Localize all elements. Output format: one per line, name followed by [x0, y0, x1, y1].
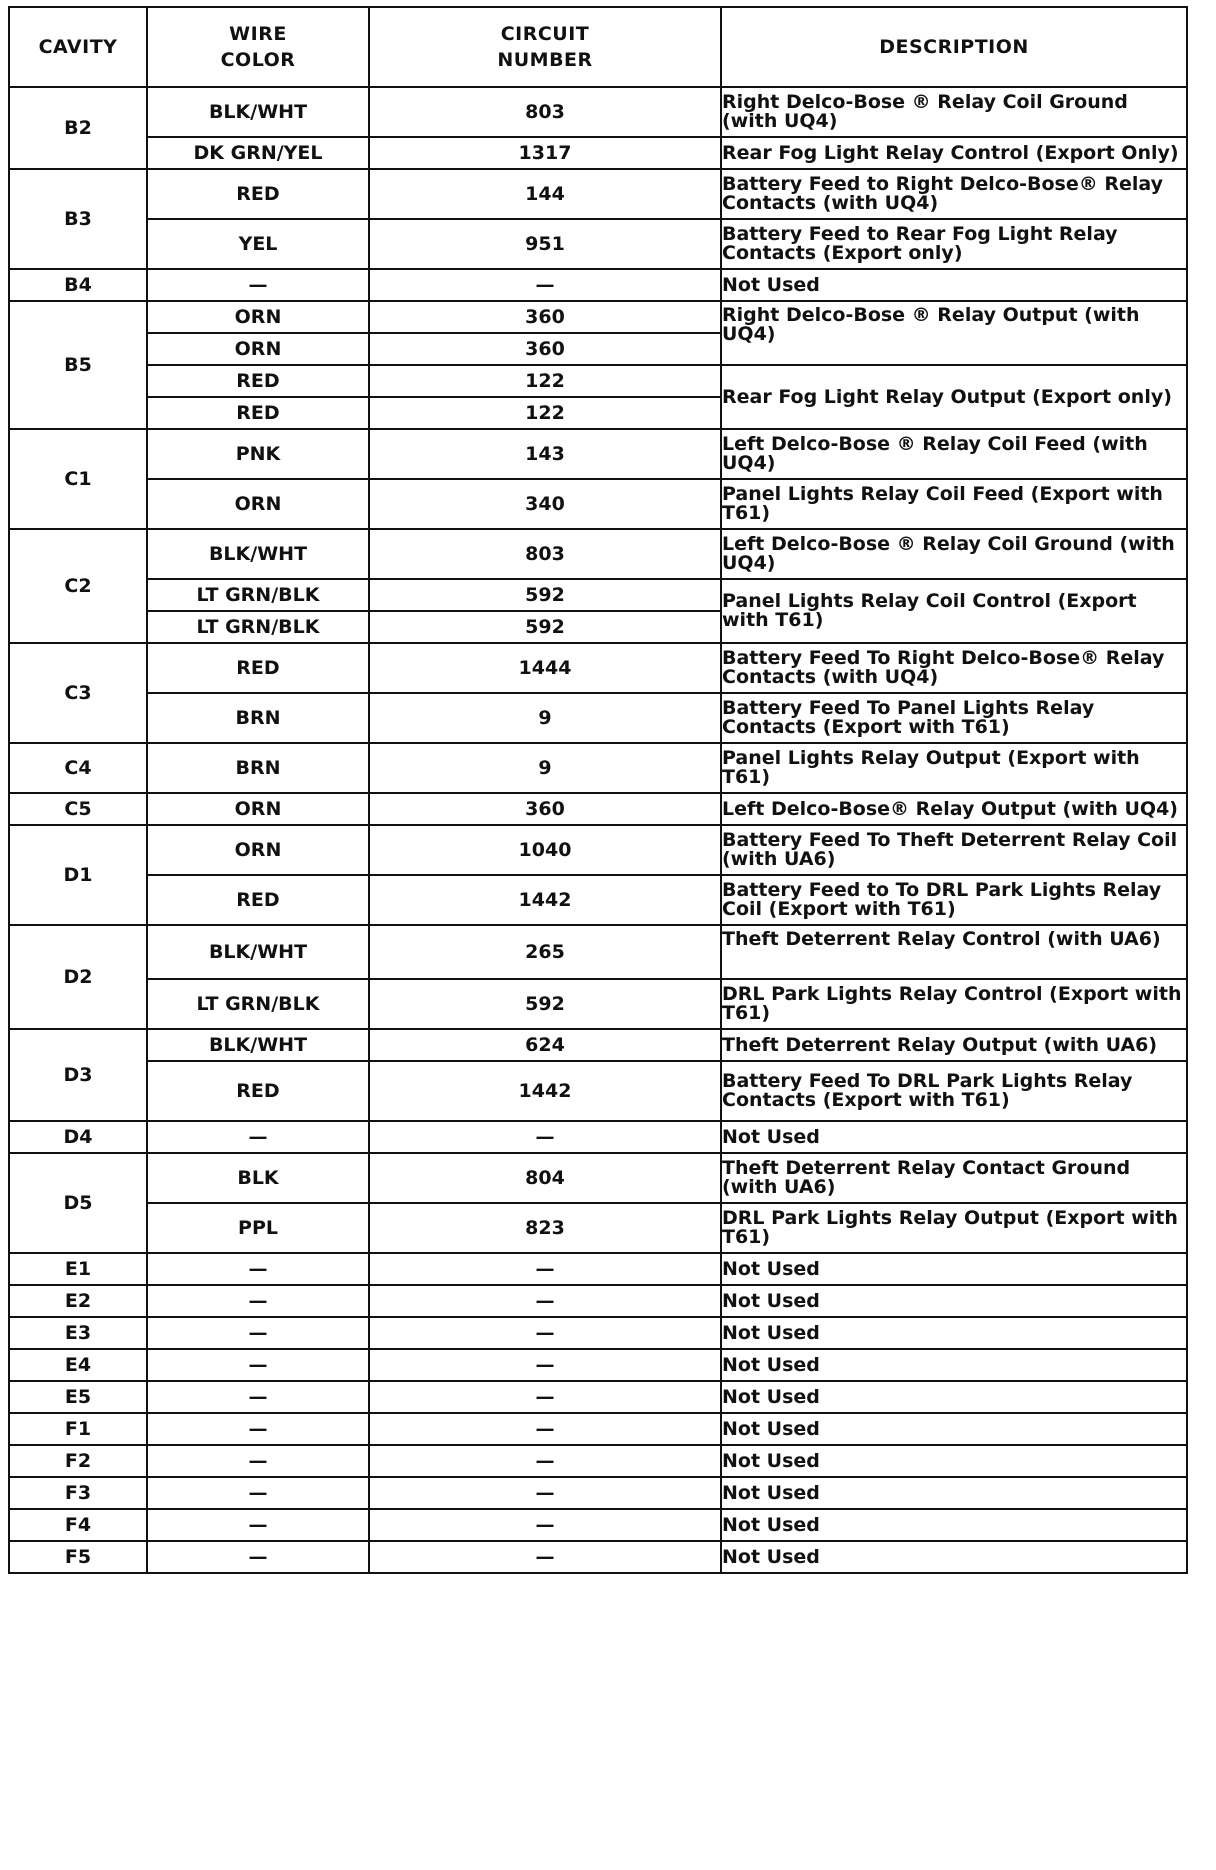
- circuit-number-cell: —: [369, 1349, 721, 1381]
- cavity-cell: C5: [9, 793, 147, 825]
- table-row: [9, 429, 1187, 479]
- wire-color-cell: —: [147, 1381, 369, 1413]
- description-cell: Not Used: [721, 269, 1187, 301]
- wire-color-cell: RED: [147, 169, 369, 219]
- description-cell: Battery Feed To Panel Lights Relay Contacts (Export with T61): [721, 693, 1187, 743]
- description-cell: Not Used: [721, 1413, 1187, 1445]
- wire-color-cell: —: [147, 1285, 369, 1317]
- circuit-number-cell: 1040: [369, 825, 721, 875]
- circuit-number-header: CIRCUIT NUMBER: [369, 7, 721, 87]
- circuit-number-cell: 804: [369, 1153, 721, 1203]
- description-cell: Not Used: [721, 1381, 1187, 1413]
- cavity-cell: B5: [9, 301, 147, 429]
- table-header-row: [9, 7, 1187, 87]
- circuit-number-cell: 803: [369, 529, 721, 579]
- circuit-number-cell: 951: [369, 219, 721, 269]
- wire-color-cell: LT GRN/BLK: [147, 579, 369, 611]
- circuit-number-cell: 1442: [369, 875, 721, 925]
- table-row: [9, 1029, 1187, 1061]
- wire-color-cell: RED: [147, 365, 369, 397]
- description-cell: Theft Deterrent Relay Control (with UA6): [721, 925, 1187, 979]
- cavity-cell: D5: [9, 1153, 147, 1253]
- wire-color-header: WIRE COLOR: [147, 7, 369, 87]
- cavity-cell: E1: [9, 1253, 147, 1285]
- circuit-number-cell: —: [369, 1285, 721, 1317]
- circuit-number-cell: 1444: [369, 643, 721, 693]
- circuit-number-cell: 360: [369, 301, 721, 333]
- description-cell: Not Used: [721, 1253, 1187, 1285]
- table-row: [9, 643, 1187, 693]
- table-row: [9, 529, 1187, 579]
- wire-color-cell: PNK: [147, 429, 369, 479]
- description-cell: Rear Fog Light Relay Output (Export only): [721, 365, 1187, 429]
- circuit-number-cell: —: [369, 1121, 721, 1153]
- connector-pinout-table: [8, 6, 1188, 1574]
- table-row: [9, 875, 1187, 925]
- description-cell: Battery Feed To Right Delco-Bose® Relay Contacts (with UQ4): [721, 643, 1187, 693]
- description-cell: Not Used: [721, 1285, 1187, 1317]
- wire-color-cell: PPL: [147, 1203, 369, 1253]
- table-row: [9, 1285, 1187, 1317]
- wire-color-cell: ORN: [147, 333, 369, 365]
- wire-color-cell: —: [147, 1445, 369, 1477]
- wire-color-cell: DK GRN/YEL: [147, 137, 369, 169]
- table-row: [9, 87, 1187, 137]
- description-cell: Battery Feed to Right Delco-Bose® Relay Contacts (with UQ4): [721, 169, 1187, 219]
- cavity-header: CAVITY: [9, 7, 147, 87]
- wire-color-cell: LT GRN/BLK: [147, 979, 369, 1029]
- table-row: [9, 479, 1187, 529]
- cavity-cell: F3: [9, 1477, 147, 1509]
- circuit-number-cell: 340: [369, 479, 721, 529]
- wire-color-cell: YEL: [147, 219, 369, 269]
- table-row: [9, 1349, 1187, 1381]
- table-row: [9, 1477, 1187, 1509]
- description-cell: Rear Fog Light Relay Control (Export Only): [721, 137, 1187, 169]
- circuit-number-cell: 803: [369, 87, 721, 137]
- wire-color-cell: BLK/WHT: [147, 529, 369, 579]
- table-row: [9, 137, 1187, 169]
- description-cell: DRL Park Lights Relay Output (Export with T61): [721, 1203, 1187, 1253]
- circuit-number-cell: 624: [369, 1029, 721, 1061]
- circuit-number-cell: —: [369, 1541, 721, 1573]
- connector-pinout-sheet: [8, 6, 1186, 1574]
- wire-color-cell: —: [147, 1253, 369, 1285]
- circuit-number-cell: —: [369, 1381, 721, 1413]
- cavity-cell: E4: [9, 1349, 147, 1381]
- circuit-number-cell: —: [369, 1445, 721, 1477]
- description-cell: Left Delco-Bose ® Relay Coil Ground (with UQ4): [721, 529, 1187, 579]
- wire-color-cell: —: [147, 269, 369, 301]
- wire-color-cell: —: [147, 1121, 369, 1153]
- table-row: [9, 1317, 1187, 1349]
- circuit-number-cell: —: [369, 1253, 721, 1285]
- circuit-number-cell: —: [369, 1509, 721, 1541]
- wire-color-cell: BLK/WHT: [147, 87, 369, 137]
- wire-color-cell: RED: [147, 875, 369, 925]
- cavity-cell: F1: [9, 1413, 147, 1445]
- cavity-cell: E5: [9, 1381, 147, 1413]
- table-row: [9, 365, 1187, 397]
- circuit-number-cell: 9: [369, 693, 721, 743]
- circuit-number-cell: —: [369, 1413, 721, 1445]
- cavity-cell: D4: [9, 1121, 147, 1153]
- description-cell: Right Delco-Bose ® Relay Coil Ground (with UQ4): [721, 87, 1187, 137]
- cavity-cell: B4: [9, 269, 147, 301]
- wire-color-cell: —: [147, 1317, 369, 1349]
- description-cell: Panel Lights Relay Output (Export with T61): [721, 743, 1187, 793]
- description-cell: Panel Lights Relay Coil Control (Export with T61): [721, 579, 1187, 643]
- cavity-cell: C2: [9, 529, 147, 643]
- table-row: [9, 1413, 1187, 1445]
- circuit-number-cell: 592: [369, 979, 721, 1029]
- circuit-number-cell: 122: [369, 365, 721, 397]
- cavity-cell: E2: [9, 1285, 147, 1317]
- description-cell: Battery Feed To Theft Deterrent Relay Coil (with UA6): [721, 825, 1187, 875]
- wire-color-cell: BLK: [147, 1153, 369, 1203]
- circuit-number-cell: 360: [369, 793, 721, 825]
- description-cell: Not Used: [721, 1445, 1187, 1477]
- wire-color-cell: —: [147, 1413, 369, 1445]
- table-row: [9, 1541, 1187, 1573]
- circuit-number-cell: —: [369, 1477, 721, 1509]
- table-row: [9, 579, 1187, 611]
- wire-color-cell: ORN: [147, 825, 369, 875]
- cavity-cell: C4: [9, 743, 147, 793]
- table-row: [9, 1509, 1187, 1541]
- description-cell: Panel Lights Relay Coil Feed (Export with T61): [721, 479, 1187, 529]
- description-cell: Battery Feed To DRL Park Lights Relay Contacts (Export with T61): [721, 1061, 1187, 1121]
- cavity-cell: B3: [9, 169, 147, 269]
- cavity-cell: C1: [9, 429, 147, 529]
- table-row: [9, 1381, 1187, 1413]
- wire-color-cell: ORN: [147, 479, 369, 529]
- description-cell: Left Delco-Bose® Relay Output (with UQ4): [721, 793, 1187, 825]
- table-row: [9, 169, 1187, 219]
- table-row: [9, 825, 1187, 875]
- description-cell: Theft Deterrent Relay Contact Ground (with UA6): [721, 1153, 1187, 1203]
- description-cell: Not Used: [721, 1121, 1187, 1153]
- description-cell: Left Delco-Bose ® Relay Coil Feed (with UQ4): [721, 429, 1187, 479]
- table-row: [9, 269, 1187, 301]
- table-row: [9, 1061, 1187, 1121]
- wire-color-cell: RED: [147, 397, 369, 429]
- table-row: [9, 743, 1187, 793]
- circuit-number-cell: 143: [369, 429, 721, 479]
- cavity-cell: C3: [9, 643, 147, 743]
- description-cell: Theft Deterrent Relay Output (with UA6): [721, 1029, 1187, 1061]
- wire-color-cell: BLK/WHT: [147, 925, 369, 979]
- cavity-cell: D3: [9, 1029, 147, 1121]
- circuit-number-cell: 823: [369, 1203, 721, 1253]
- circuit-number-cell: 1317: [369, 137, 721, 169]
- table-row: [9, 1445, 1187, 1477]
- wire-color-cell: BRN: [147, 693, 369, 743]
- circuit-number-cell: 144: [369, 169, 721, 219]
- circuit-number-cell: 360: [369, 333, 721, 365]
- table-row: [9, 793, 1187, 825]
- description-header: DESCRIPTION: [721, 7, 1187, 87]
- table-row: [9, 1153, 1187, 1203]
- cavity-cell: F5: [9, 1541, 147, 1573]
- wire-color-cell: —: [147, 1349, 369, 1381]
- circuit-number-cell: 9: [369, 743, 721, 793]
- cavity-cell: B2: [9, 87, 147, 169]
- circuit-number-cell: 265: [369, 925, 721, 979]
- description-cell: Right Delco-Bose ® Relay Output (with UQ4): [721, 301, 1187, 365]
- description-cell: Battery Feed to Rear Fog Light Relay Contacts (Export only): [721, 219, 1187, 269]
- circuit-number-cell: —: [369, 1317, 721, 1349]
- table-row: [9, 1121, 1187, 1153]
- description-cell: Not Used: [721, 1317, 1187, 1349]
- table-row: [9, 693, 1187, 743]
- wire-color-cell: —: [147, 1509, 369, 1541]
- wire-color-cell: BRN: [147, 743, 369, 793]
- table-row: [9, 301, 1187, 333]
- circuit-number-cell: —: [369, 269, 721, 301]
- circuit-number-cell: 122: [369, 397, 721, 429]
- wire-color-cell: ORN: [147, 301, 369, 333]
- description-cell: Battery Feed to To DRL Park Lights Relay Coil (Export with T61): [721, 875, 1187, 925]
- table-row: [9, 979, 1187, 1029]
- circuit-number-cell: 1442: [369, 1061, 721, 1121]
- table-row: [9, 925, 1187, 979]
- wire-color-cell: BLK/WHT: [147, 1029, 369, 1061]
- description-cell: Not Used: [721, 1541, 1187, 1573]
- description-cell: DRL Park Lights Relay Control (Export with T61): [721, 979, 1187, 1029]
- table-row: [9, 1253, 1187, 1285]
- wire-color-cell: ORN: [147, 793, 369, 825]
- cavity-cell: F2: [9, 1445, 147, 1477]
- table-row: [9, 1203, 1187, 1253]
- table-row: [9, 219, 1187, 269]
- cavity-cell: D2: [9, 925, 147, 1029]
- wire-color-cell: LT GRN/BLK: [147, 611, 369, 643]
- wire-color-cell: RED: [147, 1061, 369, 1121]
- wire-color-cell: —: [147, 1541, 369, 1573]
- cavity-cell: E3: [9, 1317, 147, 1349]
- wire-color-cell: RED: [147, 643, 369, 693]
- description-cell: Not Used: [721, 1349, 1187, 1381]
- wire-color-cell: —: [147, 1477, 369, 1509]
- cavity-cell: D1: [9, 825, 147, 925]
- circuit-number-cell: 592: [369, 611, 721, 643]
- description-cell: Not Used: [721, 1509, 1187, 1541]
- circuit-number-cell: 592: [369, 579, 721, 611]
- cavity-cell: F4: [9, 1509, 147, 1541]
- description-cell: Not Used: [721, 1477, 1187, 1509]
